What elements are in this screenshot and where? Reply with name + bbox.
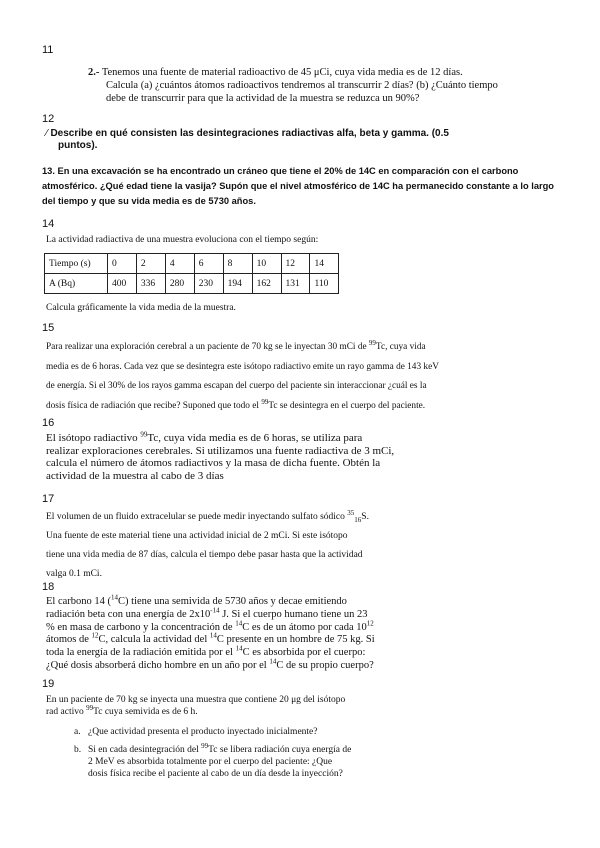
list-item-a (46, 726, 566, 738)
table-cell: 400 (107, 274, 136, 294)
question-19-text (46, 694, 566, 780)
question-16-line3: calcula el número de átomos radiactivos y la masa de dicha fuente. Obtén la (46, 457, 381, 469)
question-11-line3: debe de transcurrir para que la actividad de la muestra se reduzca un 90%? (106, 93, 420, 104)
question-13-line2: atmosférico. ¿Qué edad tiene la vasija? Supón que el nivel atmosférico de 14C ha permanecido constante a lo largo (42, 181, 554, 191)
table-cell: 131 (281, 274, 310, 294)
table-cell: 162 (252, 274, 281, 294)
question-15-line4-end: Tc se desintegra en el cuerpo del paciente. (268, 400, 426, 411)
list-item-b-line1-end: Tc se libera radiación cuya energía de (208, 745, 352, 755)
question-16-line4: actividad de la muestra al cabo de 3 días (46, 469, 224, 482)
question-18-line6-end: C de su propio cuerpo? (276, 659, 374, 671)
table-cell: 14 (310, 254, 339, 274)
exponent: -14 (210, 606, 220, 615)
isotope-mass-number: 14 (235, 619, 243, 628)
table-cell: 194 (223, 274, 252, 294)
question-14-intro: La actividad radiactiva de una muestra evoluciona con el tiempo según: (46, 235, 319, 245)
table-cell: 336 (136, 274, 165, 294)
question-16-line1: El isótopo radiactivo (46, 432, 141, 444)
question-11-line2: Calcula (a) ¿cuántos átomos radioactivos tendremos al transcurrir 2 días? (b) ¿Cuánto tiempo (106, 80, 498, 91)
question-13-line3: del tiempo y que su vida media es de 5730 años. (42, 196, 256, 206)
list-item-b-line3: dosis física recibe el paciente al cabo de un día desde la inyección? (88, 769, 343, 779)
question-16-line2: realizar exploraciones cerebrales. Si utilizamos una fuente radiactiva de 3 mCi, (46, 444, 395, 457)
question-14-footer: Calcula gráficamente la vida media de la muestra. (46, 303, 236, 313)
question-18-line5: toda la energía de la radiación emitida por el (46, 647, 236, 659)
question-18-text (46, 593, 566, 673)
question-number-11: 11 (42, 44, 54, 56)
question-number-16: 16 (42, 417, 55, 429)
question-15-line1-end: Tc, cuya vida (375, 342, 426, 352)
table-header-activity: A (Bq) (45, 274, 108, 294)
table-cell: 230 (194, 274, 223, 294)
table-cell: 2 (136, 254, 165, 274)
question-18-line3-mid: C es de un átomo por cada 10 (242, 621, 367, 633)
question-19-line1: En un paciente de 70 kg se inyecta una muestra que contiene 20 μg del isótopo (46, 695, 346, 705)
isotope-mass-number: 99 (201, 741, 209, 750)
isotope-mass-number: 99 (368, 338, 376, 347)
question-16-text (46, 432, 566, 482)
question-18-line4-mid: C, calcula la actividad del (98, 634, 210, 646)
question-12-text (46, 128, 566, 152)
table-cell: 10 (252, 254, 281, 274)
question-12-line2: puntos). (58, 140, 98, 151)
question-18-line1-end: C) tiene una semivida de 5730 años y decae emitiendo (118, 596, 347, 607)
table-cell: 12 (281, 254, 310, 274)
table-row-time (45, 254, 339, 274)
list-item-b-line2: 2 MeV es absorbida totalmente por el cuerpo del paciente: ¿Que (88, 757, 333, 767)
question-15-text (46, 338, 566, 416)
table-cell: 4 (165, 254, 194, 274)
question-18-line2-end: J. Si el cuerpo humano tiene un 23 (219, 608, 368, 620)
question-11-text (88, 66, 528, 105)
pencil-mark-icon: ⁄ (46, 128, 48, 139)
isotope-mass-number: 99 (86, 703, 94, 712)
question-number-19: 19 (42, 678, 55, 690)
table-cell: 0 (107, 254, 136, 274)
table-cell: 280 (165, 274, 194, 294)
question-19-line2-end: Tc cuya semivida es de 6 h. (93, 707, 198, 717)
question-15-line3: de energía. Si el 30% de los rayos gamma escapan del cuerpo del paciente sin interaccionar ¿cuál es la (46, 381, 427, 391)
question-number-14: 14 (42, 218, 55, 230)
table-cell: 6 (194, 254, 223, 274)
question-17-line4: valga 0.1 mCi. (46, 569, 102, 579)
list-item-b-line1: Si en cada desintegración del (88, 745, 202, 755)
question-number-18: 18 (42, 581, 55, 593)
isotope-mass-number: 35 (347, 508, 355, 517)
table-header-time: Tiempo (s) (45, 254, 108, 274)
isotope-atomic-number: 16 (354, 515, 362, 524)
isotope-mass-number: 99 (140, 430, 148, 439)
isotope-mass-number: 12 (91, 631, 99, 640)
question-18-line4: átomos de (46, 634, 92, 646)
table-row-activity (45, 274, 339, 294)
question-11-line1: Tenemos una fuente de material radioactivo de 45 μCi, cuya vida media es de 12 días. (101, 67, 463, 78)
question-13-line1: 13. En una excavación se ha encontrado un cráneo que tiene el 20% de 14C en comparación con el carbono (42, 166, 519, 176)
activity-table (44, 253, 339, 294)
question-19-line2: rad activo (46, 707, 87, 717)
list-marker: b. (74, 745, 82, 755)
question-15-line2: media es de 6 horas. Cada vez que se desintegra este isótopo radiactivo emite un rayo gamma de 143 keV (46, 361, 439, 372)
question-15-line4: dosis física de radiación que recibe? Suponed que todo el (46, 400, 262, 411)
question-18-line2: radiación beta con una energía de 2x10 (46, 608, 211, 620)
isotope-mass-number: 14 (269, 657, 277, 666)
question-17-line1: El volumen de un fluido extracelular se puede medir inyectando sulfato sódico (46, 512, 348, 522)
question-12-line1: Describe en qué consisten las desintegraciones radiactivas alfa, beta y gamma. (0.5 (50, 128, 449, 139)
isotope-mass-number: 14 (111, 593, 119, 602)
question-17-text (46, 508, 566, 584)
list-item-b (46, 741, 566, 780)
question-18-line5-end: C es absorbida por el cuerpo: (242, 647, 366, 659)
isotope-mass-number: 14 (235, 644, 243, 653)
question-18-line3: % en masa de carbono y la concentración de (46, 621, 236, 633)
table-cell: 110 (310, 274, 339, 294)
question-number-15: 15 (42, 322, 55, 334)
question-18-line4-end: C presente en un hombre de 75 kg. Si (216, 634, 375, 646)
list-marker: a. (74, 727, 81, 737)
question-18-line1: El carbono 14 ( (46, 596, 112, 607)
question-13-text (42, 164, 572, 209)
question-number-17: 17 (42, 493, 55, 505)
question-11-prefix: 2.- (88, 67, 100, 78)
list-item-a-text: ¿Que actividad presenta el producto inyectado inicialmente? (88, 727, 318, 737)
table-cell: 8 (223, 254, 252, 274)
question-number-12: 12 (42, 113, 55, 125)
question-17-line3: tiene una vida media de 87 días, calcula el tiempo debe pasar hasta que la actividad (46, 550, 363, 560)
question-16-line1-end: Tc, cuya vida media es de 6 horas, se utiliza para (147, 432, 363, 444)
isotope-mass-number: 14 (209, 631, 217, 640)
isotope-mass-number: 99 (261, 397, 269, 406)
question-15-line1: Para realizar una exploración cerebral a un paciente de 70 kg se le inyectan 30 mCi de (46, 342, 369, 352)
question-17-line2: Una fuente de este material tiene una actividad inicial de 2 mCi. Si este isótopo (46, 531, 348, 541)
question-18-line6: ¿Qué dosis absorberá dicho hombre en un año por el (46, 659, 270, 671)
question-17-line1-end: S. (361, 512, 369, 522)
exponent: 12 (366, 619, 374, 628)
